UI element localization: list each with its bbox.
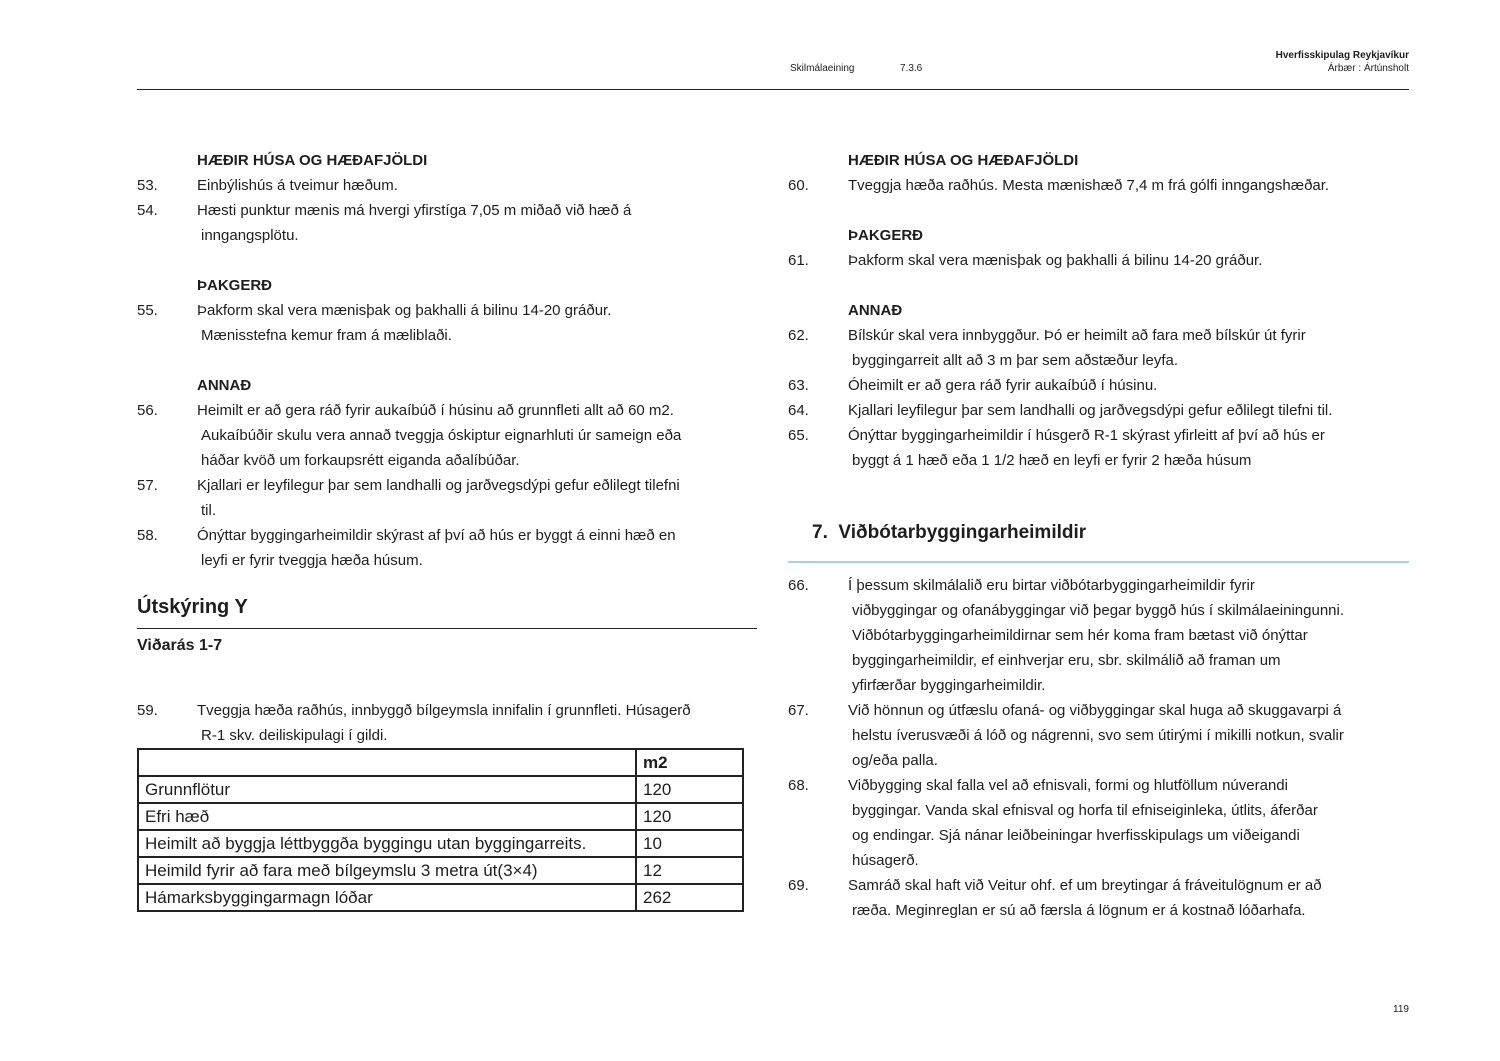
item-text: Óheimilt er að gera ráð fyrir aukaíbúð í húsinu. bbox=[848, 377, 1158, 394]
item-number: 64. bbox=[788, 402, 809, 419]
item-text: og/eða palla. bbox=[852, 752, 938, 769]
table-cell: Grunnflötur bbox=[138, 776, 636, 803]
item-text: byggingarreit allt að 3 m þar sem aðstæður leyfa. bbox=[852, 352, 1178, 369]
item-number: 69. bbox=[788, 877, 809, 894]
item-59 bbox=[137, 698, 757, 748]
item-text: Kjallari leyfilegur þar sem landhalli og jarðvegsdýpi gefur eðlilegt tilefni til. bbox=[848, 402, 1333, 419]
item-text: yfirfærðar byggingarheimildir. bbox=[852, 677, 1046, 694]
building-area-table bbox=[137, 748, 744, 912]
list-item bbox=[137, 473, 757, 498]
table-cell bbox=[138, 749, 636, 776]
item-text: Mænisstefna kemur fram á mæliblaði. bbox=[201, 327, 452, 344]
header-divider bbox=[137, 89, 1409, 90]
table-cell: Heimild fyrir að fara með bílgeymslu 3 metra út(3×4) bbox=[138, 857, 636, 884]
list-item bbox=[788, 323, 1408, 348]
list-item bbox=[788, 173, 1408, 198]
item-text: inngangsplötu. bbox=[201, 227, 299, 244]
table-cell: Heimilt að byggja léttbyggða byggingu utan byggingarreits. bbox=[138, 830, 636, 857]
subheading: HÆÐIR HÚSA OG HÆÐAFJÖLDI bbox=[197, 152, 428, 169]
list-item bbox=[137, 298, 757, 323]
section-title: Útskýring Y bbox=[137, 596, 248, 618]
item-text: leyfi er fyrir tveggja hæða húsum. bbox=[201, 552, 423, 569]
list-item bbox=[788, 373, 1408, 398]
section-number: 7. bbox=[812, 522, 828, 543]
item-text: byggingarheimildir, ef einhverjar eru, sbr. skilmálið að framan um bbox=[852, 652, 1281, 669]
table-cell: 262 bbox=[636, 884, 743, 911]
item-text: Ónýttar byggingarheimildir skýrast af því að hús er byggt á einni hæð en bbox=[197, 527, 676, 544]
subheading: HÆÐIR HÚSA OG HÆÐAFJÖLDI bbox=[848, 152, 1079, 169]
subheading: ÞAKGERÐ bbox=[848, 227, 924, 244]
list-item bbox=[788, 248, 1408, 273]
item-number: 57. bbox=[137, 477, 158, 494]
item-number: 60. bbox=[788, 177, 809, 194]
item-text: til. bbox=[201, 502, 216, 519]
item-number: 66. bbox=[788, 577, 809, 594]
item-text: og endingar. Sjá nánar leiðbeiningar hverfisskipulags um viðeigandi bbox=[852, 827, 1300, 844]
item-text: húsagerð. bbox=[852, 852, 919, 869]
list-item bbox=[137, 398, 757, 423]
item-text: byggt á 1 hæð eða 1 1/2 hæð en leyfi er fyrir 2 hæða húsum bbox=[852, 452, 1252, 469]
list-item bbox=[788, 873, 1408, 898]
list-item bbox=[788, 423, 1408, 448]
table-header-cell: m2 bbox=[636, 749, 743, 776]
item-text: Í þessum skilmálalið eru birtar viðbótarbyggingarheimildir fyrir bbox=[848, 577, 1255, 594]
section-heading bbox=[812, 522, 1086, 544]
list-item bbox=[137, 523, 757, 548]
list-item bbox=[137, 173, 757, 198]
item-text: Viðbótarbyggingarheimildirnar sem hér koma fram bætast við ónýttar bbox=[852, 627, 1308, 644]
table-header-row bbox=[138, 749, 743, 776]
list-item bbox=[788, 573, 1408, 598]
subheading: ANNAÐ bbox=[197, 377, 252, 394]
item-number: 53. bbox=[137, 177, 158, 194]
item-text: háðar kvöð um forkaupsrétt eiganda aðalíbúðar. bbox=[201, 452, 520, 469]
item-text: Bílskúr skal vera innbyggður. Þó er heimilt að fara með bílskúr út fyrir bbox=[848, 327, 1306, 344]
table-cell: 10 bbox=[636, 830, 743, 857]
section-divider bbox=[137, 628, 757, 629]
table-row bbox=[138, 884, 743, 911]
table-cell: Efri hæð bbox=[138, 803, 636, 830]
item-number: 62. bbox=[788, 327, 809, 344]
item-number: 61. bbox=[788, 252, 809, 269]
subsection-title: Viðarás 1-7 bbox=[137, 637, 223, 654]
table-cell: 120 bbox=[636, 803, 743, 830]
table-cell: 12 bbox=[636, 857, 743, 884]
item-text: Kjallari er leyfilegur þar sem landhalli og jarðvegsdýpi gefur eðlilegt tilefni bbox=[197, 477, 680, 494]
list-item bbox=[788, 398, 1408, 423]
item-text: Þakform skal vera mænisþak og þakhalli á bilinu 14-20 gráður. bbox=[197, 302, 612, 319]
item-number: 55. bbox=[137, 302, 158, 319]
item-text: Samráð skal haft við Veitur ohf. ef um breytingar á fráveitulögnum er að bbox=[848, 877, 1322, 894]
section-label: Skilmálaeining bbox=[790, 63, 855, 74]
section-title: Viðbótarbyggingarheimildir bbox=[838, 522, 1087, 543]
table-cell: Hámarksbyggingarmagn lóðar bbox=[138, 884, 636, 911]
item-number: 65. bbox=[788, 427, 809, 444]
item-text: viðbyggingar og ofanábyggingar við þegar byggð hús í skilmálaeiningunni. bbox=[852, 602, 1344, 619]
right-column-lower bbox=[788, 573, 1408, 923]
item-number: 58. bbox=[137, 527, 158, 544]
item-text: Hæsti punktur mænis má hvergi yfirstíga 7,05 m miðað við hæð á bbox=[197, 202, 632, 219]
item-number: 63. bbox=[788, 377, 809, 394]
list-item bbox=[137, 198, 757, 223]
list-item bbox=[137, 698, 757, 723]
right-column bbox=[788, 148, 1408, 473]
item-number: 54. bbox=[137, 202, 158, 219]
item-text: Tveggja hæða raðhús. Mesta mænishæð 7,4 m frá gólfi inngangshæðar. bbox=[848, 177, 1330, 194]
item-text: ræða. Meginreglan er sú að færsla á lögnum er á kostnað lóðarhafa. bbox=[852, 902, 1306, 919]
table-row bbox=[138, 776, 743, 803]
table-row bbox=[138, 803, 743, 830]
subheading: ÞAKGERÐ bbox=[197, 277, 273, 294]
table-cell: 120 bbox=[636, 776, 743, 803]
item-text: Tveggja hæða raðhús, innbyggð bílgeymsla innifalin í grunnfleti. Húsagerð bbox=[197, 702, 691, 719]
item-text: Við hönnun og útfæslu ofaná- og viðbyggingar skal huga að skuggavarpi á bbox=[848, 702, 1342, 719]
item-text: Þakform skal vera mænisþak og þakhalli á bilinu 14-20 gráður. bbox=[848, 252, 1263, 269]
item-text: Einbýlishús á tveimur hæðum. bbox=[197, 177, 398, 194]
item-text: R-1 skv. deiliskipulagi í gildi. bbox=[201, 727, 388, 744]
table-row bbox=[138, 857, 743, 884]
item-text: helstu íverusvæði á lóð og nágrenni, svo sem útirými í mikilli notkun, svalir bbox=[852, 727, 1344, 744]
item-text: Heimilt er að gera ráð fyrir aukaíbúð í húsinu að grunnfleti allt að 60 m2. bbox=[197, 402, 674, 419]
item-text: Ónýttar byggingarheimildir í húsgerð R-1 skýrast yfirleitt af því að hús er bbox=[848, 427, 1325, 444]
page-number: 119 bbox=[1393, 1004, 1409, 1015]
item-text: byggingar. Vanda skal efnisval og horfa til efniseiginleka, útlits, áferðar bbox=[852, 802, 1318, 819]
item-text: Viðbygging skal falla vel að efnisvali, formi og hlutföllum núverandi bbox=[848, 777, 1288, 794]
item-text: Aukaíbúðir skulu vera annað tveggja óskiptur eignarhluti úr sameign eða bbox=[201, 427, 682, 444]
item-number: 56. bbox=[137, 402, 158, 419]
left-column bbox=[137, 148, 757, 573]
table-row bbox=[138, 830, 743, 857]
item-number: 67. bbox=[788, 702, 809, 719]
document-title: Hverfisskipulag Reykjavíkur bbox=[1275, 50, 1409, 61]
item-number: 68. bbox=[788, 777, 809, 794]
list-item bbox=[788, 698, 1408, 723]
list-item bbox=[788, 773, 1408, 798]
item-number: 59. bbox=[137, 702, 158, 719]
section-number: 7.3.6 bbox=[900, 63, 923, 74]
subheading: ANNAÐ bbox=[848, 302, 903, 319]
document-subtitle: Árbær : Ártúnsholt bbox=[1327, 63, 1409, 74]
section-divider bbox=[788, 561, 1409, 563]
